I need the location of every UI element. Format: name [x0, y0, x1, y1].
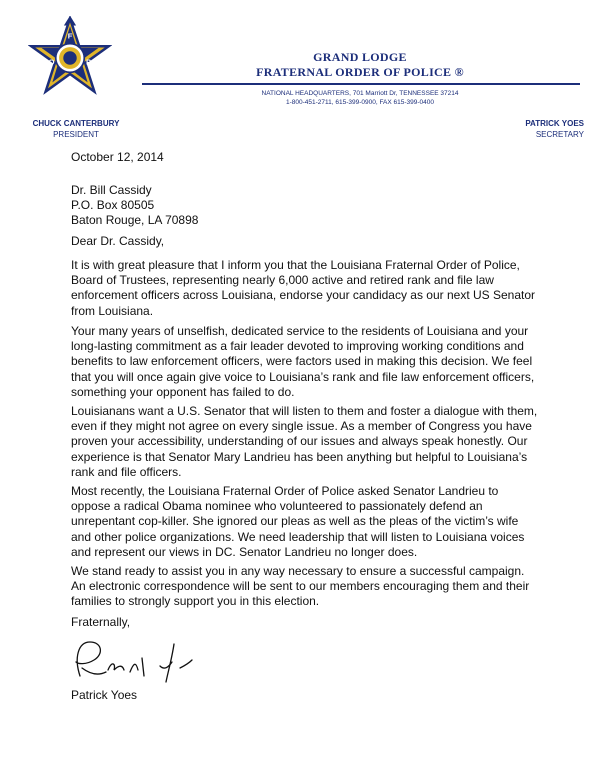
salutation: Dear Dr. Cassidy, — [71, 234, 165, 248]
paragraph-2: Your many years of unselfish, dedicated service to the residents of Louisiana and your long-lasting commitment as a fair leader devoted to improving working conditions and benefits to law enforcement officers, were factors used in making this decision. We feel that you will once again give voice to Louisiana’s rank and file law enforcement officers, something your opponent has failed to do. — [71, 324, 535, 399]
letterhead-address — [140, 89, 580, 107]
signature — [68, 638, 198, 688]
president-title: PRESIDENT — [53, 130, 99, 139]
secretary-title: SECRETARY — [535, 130, 584, 139]
signer-name: Patrick Yoes — [71, 688, 138, 702]
secretary-name: PATRICK YOES — [525, 119, 584, 128]
president-name: CHUCK CANTERBURY — [32, 119, 120, 128]
secretary-block — [490, 118, 584, 140]
logo-text-f: F — [67, 31, 73, 41]
recipient-address — [71, 183, 541, 229]
recipient-name: Dr. Bill Cassidy — [71, 183, 152, 197]
paragraph-5: We stand ready to assist you in any way necessary to ensure a successful campaign. An electronic correspondence will be sent to our members encouraging them and their families to strongly support you in this election. — [71, 564, 530, 609]
org-name-line1: GRAND LODGE — [313, 50, 407, 64]
paragraph-1: It is with great pleasure that I inform you that the Louisiana Fraternal Order of Police, Board of Trustees, representing nearly 6,000 active and retired rank and file law enforcement officers across Louisiana, endorse your candidacy as our next US Senator from Louisiana. — [71, 258, 536, 318]
president-block — [20, 118, 132, 140]
letterhead-title — [140, 50, 580, 80]
fop-star-badge-icon — [28, 16, 112, 100]
letterhead-rule — [142, 83, 580, 85]
letter-date: October 12, 2014 — [71, 150, 164, 164]
org-name-line2: FRATERNAL ORDER OF POLICE ® — [256, 65, 464, 79]
svg-text:P: P — [85, 57, 92, 67]
address-line1: NATIONAL HEADQUARTERS, 701 Marriott Dr, TENNESSEE 37214 — [261, 90, 459, 97]
address-line2: 1-800-451-2711, 615-399-0900, FAX 615-399-0400 — [285, 99, 435, 106]
svg-text:O: O — [48, 57, 55, 67]
paragraph-3: Louisianans want a U.S. Senator that will listen to them and foster a dialogue with them, even if they might not agree on every single issue. As a member of Congress you have proven your accessibility, understanding of our issues and always speak honestly. Our experience is that Senator Mary Landrieu has been anything but helpful to Louisiana’s rank and file officers. — [71, 404, 538, 479]
recipient-address2: Baton Rouge, LA 70898 — [71, 213, 199, 228]
closing: Fraternally, — [71, 615, 131, 629]
paragraph-4: Most recently, the Louisiana Fraternal Order of Police asked Senator Landrieu to oppose a radical Obama nominee who volunteered to passionately defend an unrepentant cop-killer. She ignored our pleas as well as the pleas of the victim’s wife and other police organizations. We need leadership that will listen to Louisiana voices and represent our views in DC. Senator Landrieu no longer does. — [71, 484, 525, 559]
recipient-address1: P.O. Box 80505 — [71, 198, 155, 213]
